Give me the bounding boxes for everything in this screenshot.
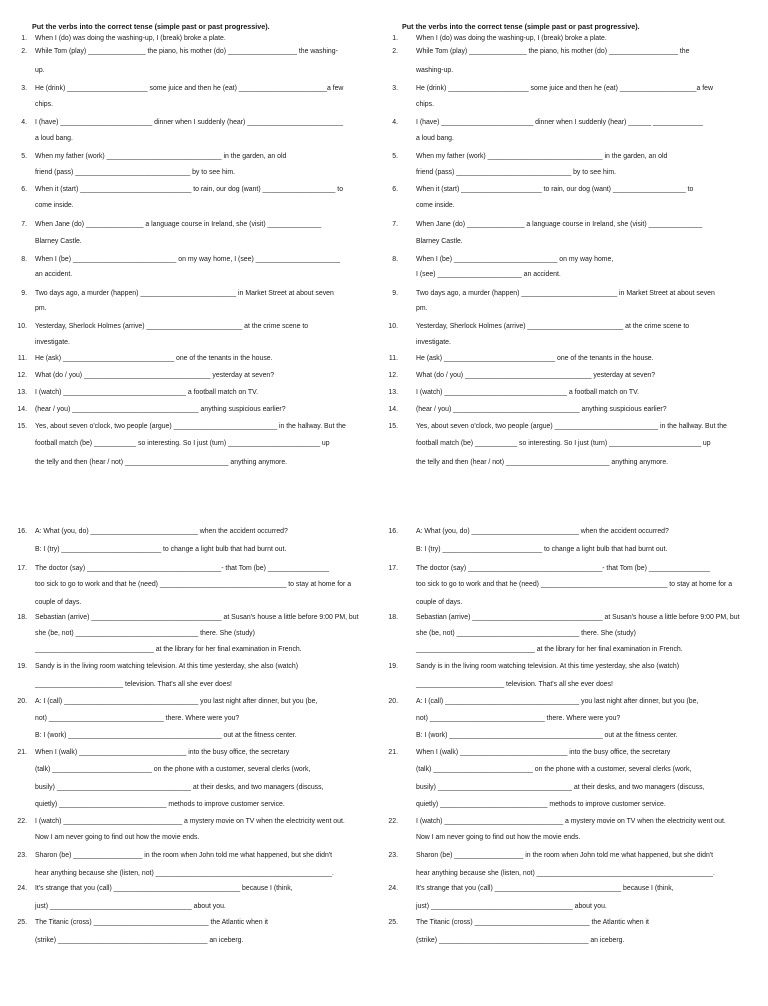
exercise-number: 11. — [388, 355, 398, 362]
exercise-line: just) _____________________________________ about you. — [35, 903, 226, 910]
exercise-line: He (ask) _____________________________ one of the tenants in the house. — [416, 355, 654, 362]
exercise-line: A: I (call) ___________________________________ you last night after dinner, but you (be, — [416, 698, 699, 705]
exercise-line: B: I (try) __________________________ to change a light bulb that had burnt out. — [416, 546, 668, 553]
exercise-line: B: I (work) ________________________________________ out at the fitness center. — [416, 732, 678, 739]
exercise-line: The doctor (say) ___________________________________- that Tom (be) ________________ — [35, 565, 330, 572]
exercise-line: pm. — [35, 305, 47, 312]
exercise-line: I (have) ________________________ dinner when I suddenly (hear) _________________________ — [35, 119, 344, 126]
exercise-number: 16. — [388, 528, 398, 535]
exercise-line: she (be, not) ________________________________ there. She (study) — [35, 630, 255, 637]
exercise-line: When I (be) ___________________________ on my way home, — [416, 256, 614, 263]
exercise-line: come inside. — [416, 202, 455, 209]
exercise-number: 22. — [17, 818, 27, 825]
exercise-line: It's strange that you (call) _________________________________ because I (think, — [416, 885, 674, 892]
exercise-line: (hear / you) _________________________________ anything suspicious earlier? — [35, 406, 286, 413]
exercise-line: chips. — [416, 101, 435, 108]
exercise-number: 18. — [17, 614, 27, 621]
exercise-line: When I (do) was doing the washing-up, I (break) broke a plate. — [35, 35, 226, 42]
exercise-line: (talk) __________________________ on the phone with a customer, several clerks (work, — [416, 766, 692, 773]
exercise-line: He (ask) _____________________________ one of the tenants in the house. — [35, 355, 273, 362]
exercise-number: 2. — [21, 48, 27, 55]
exercise-number: 11. — [17, 355, 27, 362]
worksheet-title: Put the verbs into the correct tense (simple past or past progressive). — [402, 22, 640, 31]
exercise-line: couple of days. — [35, 599, 82, 606]
exercise-line: (strike) _______________________________________ an iceberg. — [416, 937, 625, 944]
exercise-line: (strike) _______________________________________ an iceberg. — [35, 937, 244, 944]
exercise-number: 13. — [388, 389, 398, 396]
exercise-number: 14. — [17, 406, 27, 413]
exercise-line: Sandy is in the living room watching television. At this time yesterday, she also (watch) — [416, 663, 679, 670]
exercise-line: up. — [35, 67, 45, 74]
exercise-line: Now I am never going to find out how the movie ends. — [416, 834, 581, 841]
exercise-line: not) ______________________________ there. Where were you? — [416, 715, 621, 722]
exercise-number: 18. — [388, 614, 398, 621]
exercise-number: 2. — [392, 48, 398, 55]
exercise-line: friend (pass) ______________________________ by to see him. — [35, 169, 235, 176]
exercise-line: she (be, not) ________________________________ there. She (study) — [416, 630, 636, 637]
exercise-number: 10. — [388, 323, 398, 330]
exercise-line: busily) ___________________________________ at their desks, and two managers (discuss, — [416, 784, 705, 791]
exercise-line: busily) ___________________________________ at their desks, and two managers (discuss, — [35, 784, 324, 791]
exercise-line: A: What (you, do) ____________________________ when the accident occurred? — [35, 528, 288, 535]
exercise-line: What (do / you) _________________________________ yesterday at seven? — [35, 372, 275, 379]
exercise-line: _______________________________ at the library for her final examination in French. — [416, 646, 683, 653]
exercise-line: quietly) ____________________________ methods to improve customer service. — [35, 801, 285, 808]
exercise-number: 8. — [21, 256, 27, 263]
exercise-line: _______________________________ at the library for her final examination in French. — [35, 646, 302, 653]
exercise-number: 25. — [17, 919, 27, 926]
exercise-line: _______________________ television. That's all she ever does! — [35, 681, 232, 688]
exercise-line: When I (do) was doing the washing-up, I (break) broke a plate. — [416, 35, 607, 42]
exercise-line: (talk) __________________________ on the phone with a customer, several clerks (work, — [35, 766, 311, 773]
exercise-line: Sandy is in the living room watching television. At this time yesterday, she also (watch) — [35, 663, 298, 670]
exercise-line: too sick to go to work and that he (need) _________________________________ to stay at home for a — [416, 581, 733, 588]
exercise-number: 4. — [21, 119, 27, 126]
exercise-number: 19. — [388, 663, 398, 670]
exercise-number: 7. — [21, 221, 27, 228]
exercise-line: come inside. — [35, 202, 74, 209]
exercise-line: quietly) ____________________________ methods to improve customer service. — [416, 801, 666, 808]
exercise-line: When I (walk) ____________________________ into the busy office, the secretary — [35, 749, 290, 756]
exercise-number: 7. — [392, 221, 398, 228]
exercise-line: B: I (work) ________________________________________ out at the fitness center. — [35, 732, 297, 739]
exercise-number: 23. — [17, 852, 27, 859]
exercise-line: friend (pass) ______________________________ by to see him. — [416, 169, 616, 176]
exercise-line: football match (be) ___________ so interesting. So I just (turn) ________________________ up — [35, 440, 330, 447]
exercise-line: The doctor (say) ___________________________________- that Tom (be) ________________ — [416, 565, 711, 572]
exercise-line: I (watch) ________________________________ a football match on TV. — [416, 389, 639, 396]
exercise-line: the telly and then (hear / not) ___________________________ anything anymore. — [416, 459, 669, 466]
exercise-line: Yes, about seven o'clock, two people (argue) ___________________________ in the hallway. But the — [416, 423, 727, 430]
exercise-number: 5. — [21, 153, 27, 160]
exercise-number: 5. — [392, 153, 398, 160]
exercise-number: 6. — [392, 186, 398, 193]
exercise-line: Two days ago, a murder (happen) _________________________ in Market Street at about seven — [416, 290, 715, 297]
exercise-line: an accident. — [35, 271, 73, 278]
exercise-number: 20. — [388, 698, 398, 705]
exercise-line: (hear / you) _________________________________ anything suspicious earlier? — [416, 406, 667, 413]
exercise-line: I (watch) _______________________________ a mystery movie on TV when the electricity went out. — [416, 818, 726, 825]
exercise-line: the telly and then (hear / not) ___________________________ anything anymore. — [35, 459, 288, 466]
exercise-line: When I (be) ___________________________ on my way home, I (see) ______________________ — [35, 256, 340, 263]
exercise-number: 14. — [388, 406, 398, 413]
exercise-number: 1. — [21, 35, 27, 42]
exercise-line: Sharon (be) __________________ in the room when John told me what happened, but she didn't — [416, 852, 714, 859]
exercise-line: Two days ago, a murder (happen) _________________________ in Market Street at about seven — [35, 290, 334, 297]
exercise-number: 12. — [17, 372, 27, 379]
exercise-number: 3. — [392, 85, 398, 92]
exercise-line: just) _____________________________________ about you. — [416, 903, 607, 910]
exercise-number: 1. — [392, 35, 398, 42]
exercise-number: 15. — [388, 423, 398, 430]
exercise-line: not) ______________________________ there. Where were you? — [35, 715, 240, 722]
exercise-line: couple of days. — [416, 599, 463, 606]
exercise-line: The Titanic (cross) ______________________________ the Atlantic when it — [416, 919, 649, 926]
exercise-number: 23. — [388, 852, 398, 859]
exercise-line: Sharon (be) __________________ in the room when John told me what happened, but she didn't — [35, 852, 333, 859]
exercise-line: Blarney Castle. — [416, 238, 463, 245]
exercise-line: I (see) ______________________ an accident. — [416, 271, 561, 278]
exercise-line: What (do / you) _________________________________ yesterday at seven? — [416, 372, 656, 379]
exercise-line: When my father (work) ______________________________ in the garden, an old — [35, 153, 287, 160]
exercise-number: 24. — [17, 885, 27, 892]
exercise-line: The Titanic (cross) ______________________________ the Atlantic when it — [35, 919, 268, 926]
exercise-line: a loud bang. — [416, 135, 454, 142]
exercise-line: Yes, about seven o'clock, two people (argue) ___________________________ in the hallway. But the — [35, 423, 346, 430]
exercise-number: 24. — [388, 885, 398, 892]
exercise-number: 3. — [21, 85, 27, 92]
exercise-line: chips. — [35, 101, 54, 108]
exercise-line: A: What (you, do) ____________________________ when the accident occurred? — [416, 528, 669, 535]
exercise-number: 17. — [17, 565, 27, 572]
exercise-number: 4. — [392, 119, 398, 126]
exercise-line: football match (be) ___________ so interesting. So I just (turn) ________________________ up — [416, 440, 711, 447]
exercise-line: B: I (try) __________________________ to change a light bulb that had burnt out. — [35, 546, 287, 553]
exercise-line: investigate. — [35, 339, 70, 346]
exercise-number: 8. — [392, 256, 398, 263]
exercise-line: Yesterday, Sherlock Holmes (arrive) _________________________ at the crime scene to — [35, 323, 309, 330]
exercise-number: 13. — [17, 389, 27, 396]
exercise-line: Sebastian (arrive) __________________________________ at Susan's house a little before 9:00 PM, but — [35, 614, 359, 621]
exercise-line: hear anything because she (listen, not) ______________________________________________. — [35, 870, 334, 877]
exercise-number: 9. — [21, 290, 27, 297]
exercise-line: Now I am never going to find out how the movie ends. — [35, 834, 200, 841]
exercise-line: I (have) ________________________ dinner when I suddenly (hear) ______ _____________ — [416, 119, 703, 126]
exercise-line: When my father (work) ______________________________ in the garden, an old — [416, 153, 668, 160]
exercise-line: investigate. — [416, 339, 451, 346]
exercise-line: washing-up. — [416, 67, 454, 74]
exercise-line: too sick to go to work and that he (need) _________________________________ to stay at home for a — [35, 581, 352, 588]
exercise-number: 20. — [17, 698, 27, 705]
exercise-line: When I (walk) ____________________________ into the busy office, the secretary — [416, 749, 671, 756]
exercise-line: Sebastian (arrive) __________________________________ at Susan's house a little before 9:00 PM, but — [416, 614, 740, 621]
exercise-line: It's strange that you (call) _________________________________ because I (think, — [35, 885, 293, 892]
worksheet-title: Put the verbs into the correct tense (simple past or past progressive). — [32, 22, 270, 31]
exercise-number: 16. — [17, 528, 27, 535]
exercise-line: When Jane (do) _______________ a language course in Ireland, she (visit) ______________ — [416, 221, 703, 228]
exercise-line: hear anything because she (listen, not) ______________________________________________. — [416, 870, 715, 877]
exercise-line: While Tom (play) _______________ the piano, his mother (do) __________________ the — [416, 48, 690, 55]
exercise-number: 25. — [388, 919, 398, 926]
exercise-number: 17. — [388, 565, 398, 572]
exercise-line: I (watch) ________________________________ a football match on TV. — [35, 389, 258, 396]
exercise-number: 21. — [17, 749, 27, 756]
exercise-line: He (drink) _____________________ some juice and then he (eat) ____________________a few — [416, 85, 713, 92]
exercise-number: 21. — [388, 749, 398, 756]
exercise-line: a loud bang. — [35, 135, 73, 142]
exercise-number: 10. — [17, 323, 27, 330]
exercise-number: 12. — [388, 372, 398, 379]
exercise-line: Yesterday, Sherlock Holmes (arrive) _________________________ at the crime scene to — [416, 323, 690, 330]
exercise-line: Blarney Castle. — [35, 238, 82, 245]
exercise-line: _______________________ television. That's all she ever does! — [416, 681, 613, 688]
exercise-number: 6. — [21, 186, 27, 193]
exercise-line: He (drink) _____________________ some juice and then he (eat) _______________________a few — [35, 85, 344, 92]
exercise-number: 15. — [17, 423, 27, 430]
exercise-line: While Tom (play) _______________ the piano, his mother (do) __________________ the washing- — [35, 48, 338, 55]
exercise-line: When it (start) _____________________________ to rain, our dog (want) ___________________ to — [35, 186, 344, 193]
exercise-number: 19. — [17, 663, 27, 670]
exercise-line: A: I (call) ___________________________________ you last night after dinner, but you (be, — [35, 698, 318, 705]
exercise-number: 9. — [392, 290, 398, 297]
exercise-line: pm. — [416, 305, 428, 312]
exercise-line: When it (start) _____________________ to rain, our dog (want) ___________________ to — [416, 186, 694, 193]
exercise-line: When Jane (do) _______________ a language course in Ireland, she (visit) ______________ — [35, 221, 322, 228]
exercise-number: 22. — [388, 818, 398, 825]
exercise-line: I (watch) _______________________________ a mystery movie on TV when the electricity went out. — [35, 818, 345, 825]
